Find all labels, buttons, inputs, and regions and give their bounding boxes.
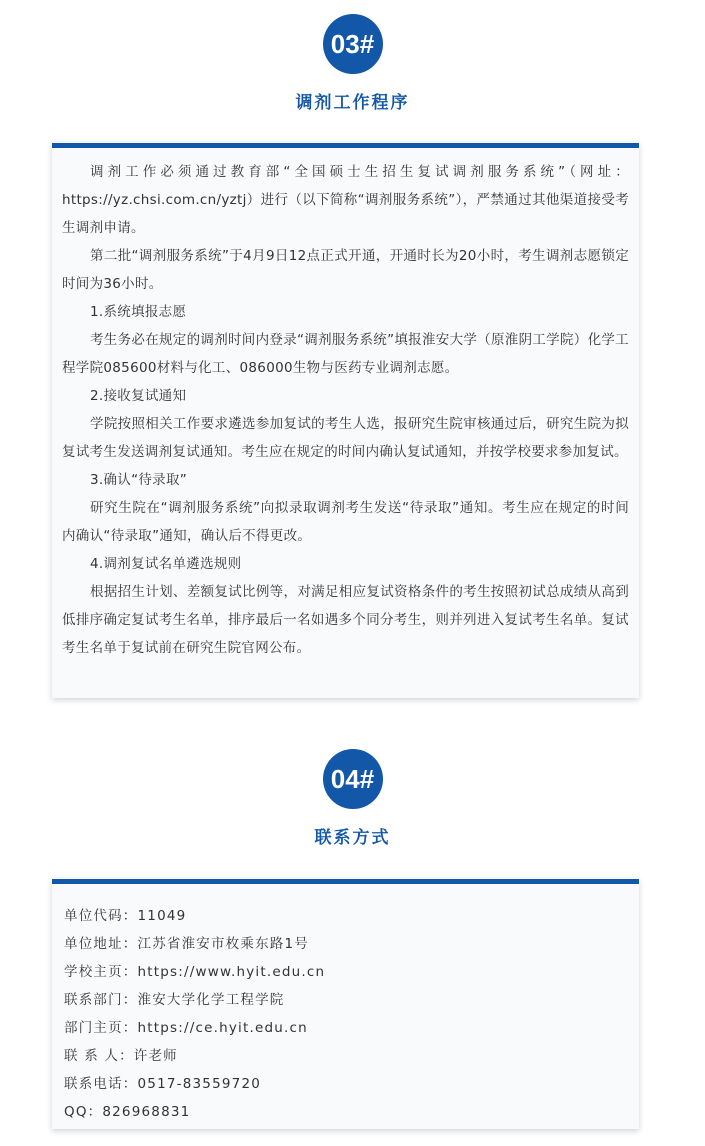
school-homepage: 学校主页：https://www.hyit.edu.cn: [64, 964, 326, 980]
subheading: 1.系统填报志愿: [90, 304, 187, 320]
contact-qq: QQ：826968831: [64, 1104, 191, 1120]
procedure-card: [52, 143, 639, 698]
paragraph: 考生务必在规定的调剂时间内登录“调剂服务系统”填报淮安大学（原淮阴工学院）化学工程学院085600材料与化工、086000生物与医药专业调剂志愿。: [62, 332, 629, 376]
section-title: 联系方式: [314, 828, 391, 848]
section-number-badge: 03#: [323, 14, 383, 74]
paragraph: 学院按照相关工作要求遴选参加复试的考生人选，报研究生院审核通过后，研究生院为拟复试考生发送调剂复试通知。考生应在规定的时间内确认复试通知，并按学校要求参加复试。: [62, 416, 629, 460]
subheading: 4.调剂复试名单遴选规则: [90, 556, 242, 572]
paragraph: 调剂工作必须通过教育部“全国硕士生招生复试调剂服务系统”（网址：https://yz.chsi.com.cn/yztj）进行（以下简称“调剂服务系统”），严禁通过其他渠道接受考生调剂申请。: [62, 164, 629, 236]
department-homepage: 部门主页：https://ce.hyit.edu.cn: [64, 1020, 308, 1036]
section-number-badge: 04#: [323, 749, 383, 809]
contact-phone: 联系电话：0517-83559720: [64, 1076, 262, 1092]
contact-card: [52, 879, 639, 1129]
subheading: 2.接收复试通知: [90, 388, 187, 404]
section-header-04: [0, 749, 705, 848]
section-header-03: [0, 14, 705, 113]
paragraph: 根据招生计划、差额复试比例等，对满足相应复试资格条件的考生按照初试总成绩从高到低排序确定复试考生名单，排序最后一名如遇多个同分考生，则并列进入复试考生名单。复试考生名单于复试前在研究生院官网公布。: [62, 584, 629, 656]
contact-person: 联 系 人：许老师: [64, 1048, 178, 1064]
paragraph: 第二批“调剂服务系统”于4月9日12点正式开通，开通时长为20小时，考生调剂志愿锁定时间为36小时。: [62, 248, 629, 292]
subheading: 3.确认“待录取”: [90, 472, 188, 488]
unit-address: 单位地址：江苏省淮安市枚乘东路1号: [64, 936, 309, 952]
section-title: 调剂工作程序: [295, 93, 410, 113]
contact-department: 联系部门：淮安大学化学工程学院: [64, 992, 285, 1008]
unit-code: 单位代码：11049: [64, 908, 187, 924]
paragraph: 研究生院在“调剂服务系统”向拟录取调剂考生发送“待录取”通知。考生应在规定的时间内确认“待录取”通知，确认后不得更改。: [62, 500, 629, 544]
